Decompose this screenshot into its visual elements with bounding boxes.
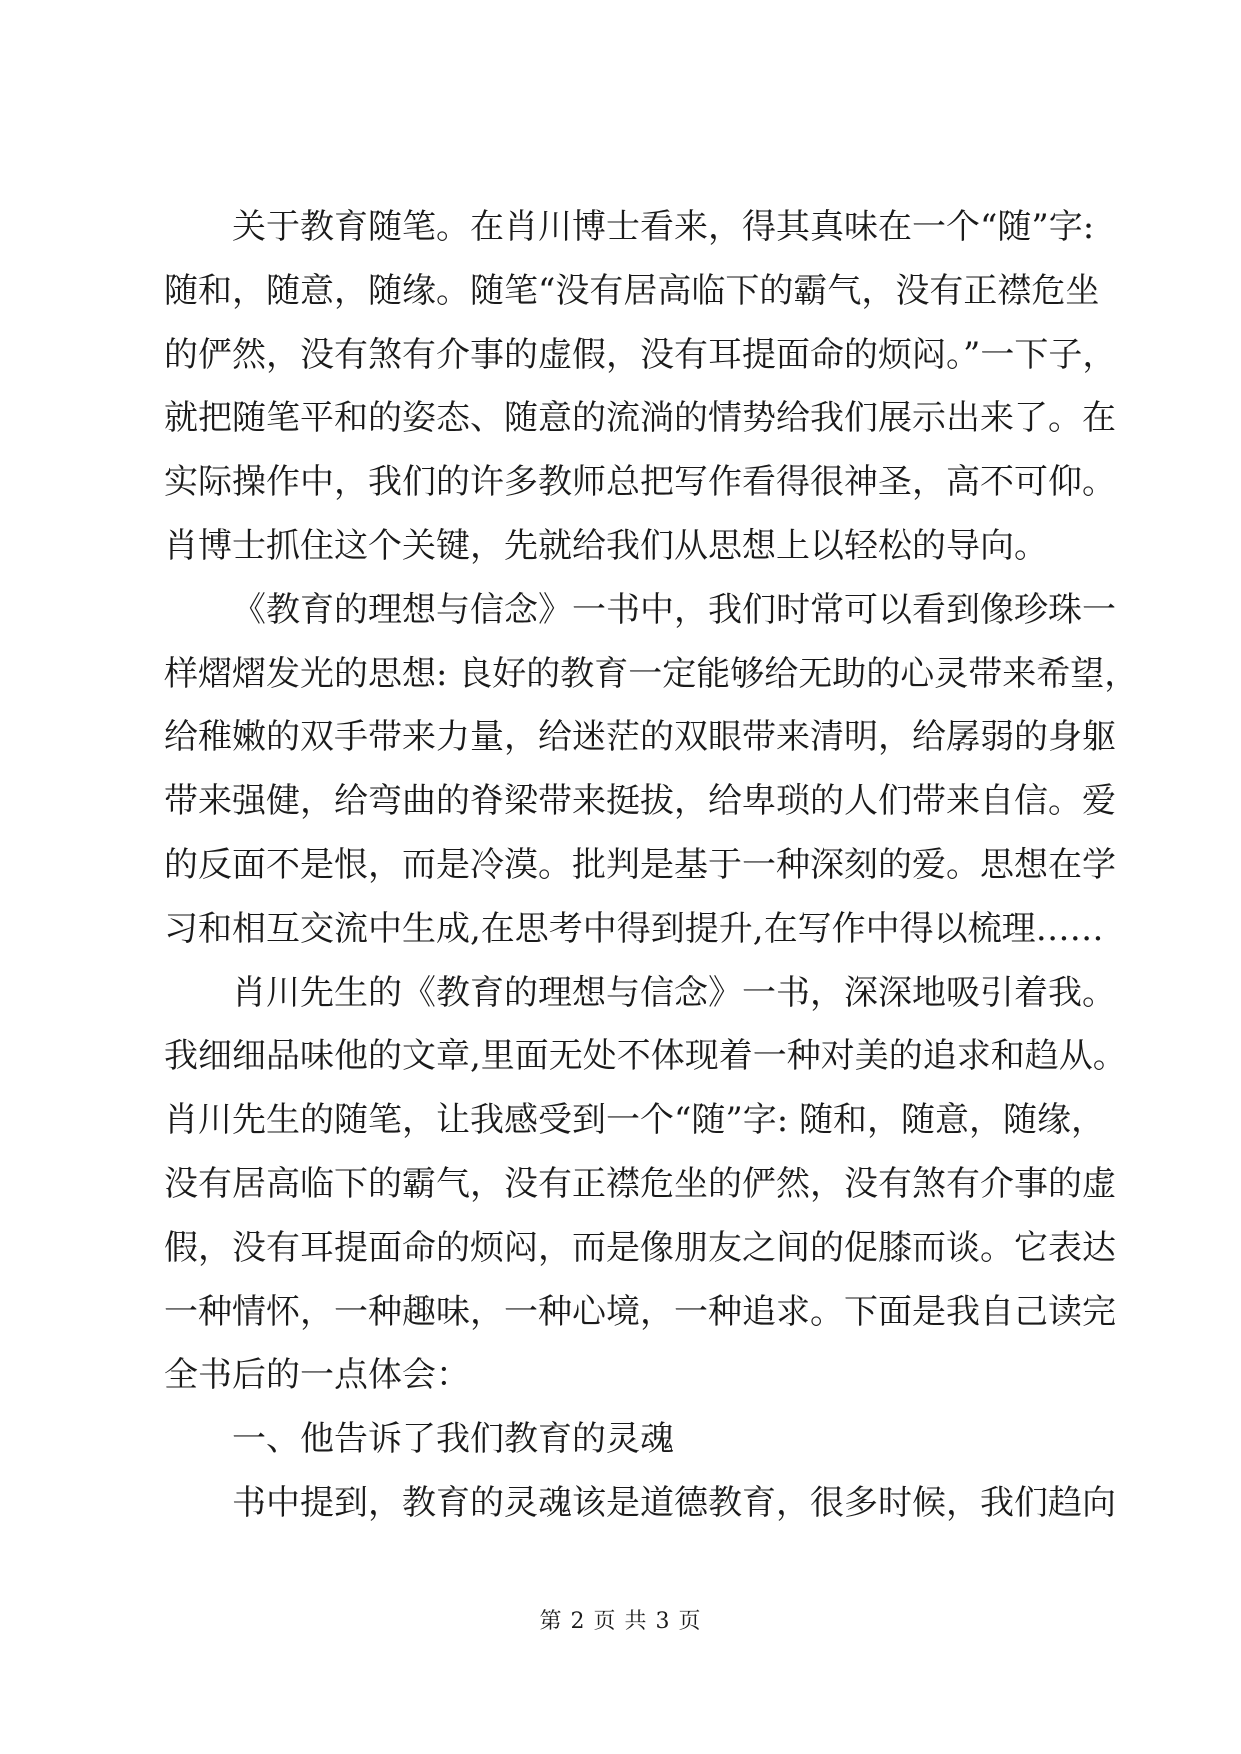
text-line: 肖博士抓住这个关键，先就给我们从思想上以轻松的导向。 [164, 525, 1048, 566]
text-line: 就把随笔平和的姿态、随意的流淌的情势给我们展示出来了。在 [164, 398, 1116, 439]
text-line: 实际操作中，我们的许多教师总把写作看得很神圣，高不可仰。 [164, 462, 1116, 503]
text-line: 给稚嫩的双手带来力量，给迷茫的双眼带来清明，给孱弱的身躯 [164, 717, 1116, 758]
text-line: 书中提到，教育的灵魂该是道德教育，很多时候，我们趋向 [232, 1482, 1116, 1523]
text-line: 肖川先生的随笔，让我感受到一个“随”字: 随和，随意，随缘， [164, 1100, 1106, 1141]
section-heading: 一、他告诉了我们教育的灵魂 [232, 1419, 674, 1460]
page-footer [0, 1604, 1241, 1635]
text-line: 的反面不是恨，而是冷漠。批判是基于一种深刻的爱。思想在学 [164, 844, 1116, 885]
text-line: 《教育的理想与信念》一书中，我们时常可以看到像珍珠一 [232, 589, 1116, 630]
text-line: 没有居高临下的霸气，没有正襟危坐的俨然，没有煞有介事的虚 [164, 1163, 1116, 1204]
page-number-label: 第 2 页 共 3 页 [539, 1609, 702, 1634]
text-line: 习和相互交流中生成,在思考中得到提升,在写作中得以梳理…… [164, 908, 1104, 949]
text-line: 假，没有耳提面命的烦闷，而是像朋友之间的促膝而谈。它表达 [164, 1227, 1116, 1268]
text-line: 随和，随意，随缘。随笔“没有居高临下的霸气，没有正襟危坐 [164, 270, 1100, 311]
text-line: 关于教育随笔。在肖川博士看来，得其真味在一个“随”字: [232, 207, 1095, 247]
text-line: 肖川先生的《教育的理想与信念》一书，深深地吸引着我。 [232, 972, 1116, 1013]
text-line: 全书后的一点体会： [164, 1355, 470, 1396]
text-line: 我细细品味他的文章,里面无处不体现着一种对美的追求和趋从。 [164, 1036, 1127, 1077]
text-line: 带来强健，给弯曲的脊梁带来挺拔，给卑琐的人们带来自信。爱 [164, 781, 1116, 822]
text-line: 的俨然，没有煞有介事的虚假，没有耳提面命的烦闷。”一下子， [164, 334, 1117, 375]
body-text [164, 196, 1139, 1536]
text-line: 一种情怀，一种趣味，一种心境，一种追求。下面是我自己读完 [164, 1291, 1116, 1332]
text-line: 样熠熠发光的思想: 良好的教育一定能够给无助的心灵带来希望， [164, 653, 1139, 694]
